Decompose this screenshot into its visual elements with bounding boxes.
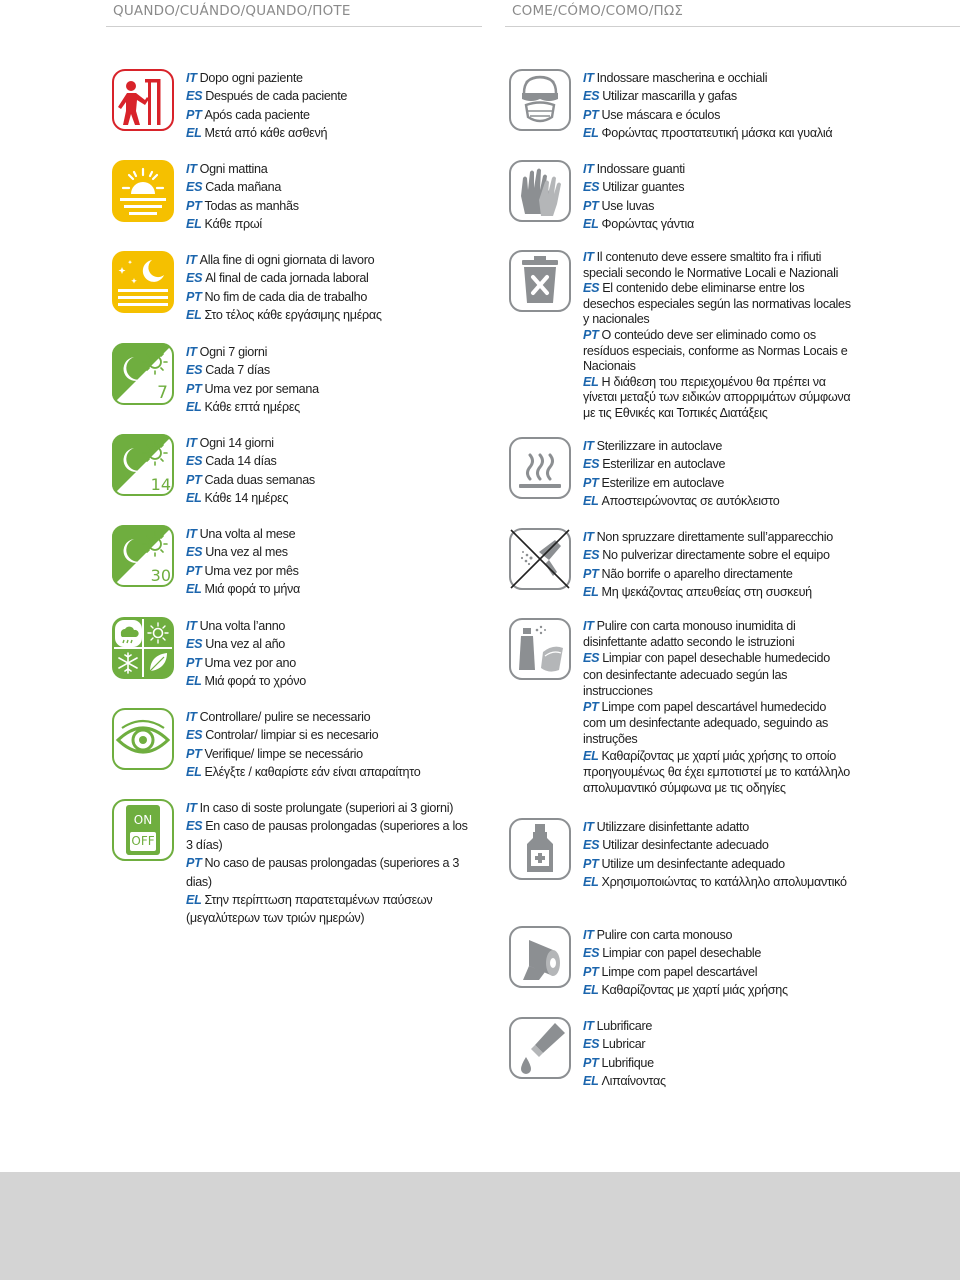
text-es: Limpiar con papel desechable humedecido con desinfectante adecuado según las instrucciones: [583, 651, 830, 698]
waste-bin-icon: [509, 250, 571, 312]
text-it: Non spruzzare direttamente sull’apparecchio: [596, 530, 833, 544]
lang-code-it: IT: [186, 253, 197, 267]
lang-code-it: IT: [583, 71, 594, 85]
moon-sun-14-icon: [112, 434, 174, 496]
text-pt: Limpe com papel descartável humedecido com um desinfectante adequado, seguindo as instruções: [583, 700, 829, 747]
page-footer-band: [0, 1172, 960, 1280]
lang-code-es: ES: [186, 89, 203, 104]
lang-code-es: ES: [186, 363, 203, 378]
moon-sun-30-icon: [112, 525, 174, 587]
text-pt: Uma vez por semana: [204, 381, 319, 396]
how-item-lubricate: [509, 1017, 666, 1091]
text-it: Controllare/ pulire se necessario: [199, 710, 371, 724]
how-item-disposable-paper: [509, 926, 788, 1000]
text-el: Κάθε επτά ημέρες: [204, 400, 300, 415]
lang-code-el: EL: [186, 765, 202, 780]
lang-code-el: EL: [186, 308, 202, 323]
text-es: Cada 7 días: [205, 363, 270, 378]
badge-number: 7: [157, 383, 168, 403]
lang-code-es: ES: [186, 180, 203, 195]
text-pt: Verifique/ limpe se necessário: [204, 746, 363, 761]
lang-code-it: IT: [583, 1019, 594, 1033]
header-divider-right: [505, 26, 960, 27]
lang-code-pt: PT: [186, 856, 202, 871]
autoclave-steam-icon: [509, 437, 571, 499]
text-es: Utilizar guantes: [602, 180, 685, 195]
when-item-check-clean: [112, 708, 420, 782]
lang-code-pt: PT: [583, 107, 599, 122]
patient-icon: [112, 69, 174, 131]
lang-code-es: ES: [583, 180, 600, 195]
moon-night-icon: [112, 251, 174, 313]
lang-code-el: EL: [186, 491, 202, 506]
gloves-icon: [509, 160, 571, 222]
lang-code-es: ES: [186, 728, 203, 743]
text-pt: No fim de cada dia de trabalho: [204, 289, 368, 304]
lang-code-it: IT: [186, 527, 197, 541]
disinfectant-bottle-icon: [509, 818, 571, 880]
lang-code-el: EL: [186, 400, 202, 415]
lang-code-it: IT: [186, 801, 197, 815]
how-item-no-spray: [509, 528, 833, 602]
text-pt: Use máscara e óculos: [601, 107, 721, 122]
lang-code-pt: PT: [186, 107, 202, 122]
lang-code-it: IT: [583, 820, 594, 834]
lang-code-el: EL: [583, 875, 599, 890]
text-it: Dopo ogni paziente: [199, 71, 303, 85]
text-el: Λιπαίνοντας: [601, 1074, 666, 1089]
lang-code-es: ES: [186, 819, 203, 834]
how-item-use-disinfectant: [509, 818, 847, 892]
badge-number: 30: [150, 566, 171, 585]
when-item-end-of-workday: [112, 251, 382, 325]
lang-code-el: EL: [583, 374, 599, 389]
lang-code-el: EL: [583, 585, 599, 600]
lang-code-it: IT: [186, 710, 197, 724]
lang-code-it: IT: [583, 530, 594, 544]
text-el: Αποστειρώνοντας σε αυτόκλειστο: [601, 494, 780, 509]
text-it: Indossare mascherina e occhiali: [596, 71, 768, 85]
when-item-every-morning: [112, 160, 299, 234]
lang-code-es: ES: [583, 548, 600, 563]
lang-code-pt: PT: [186, 381, 202, 396]
text-it: Lubrificare: [596, 1019, 653, 1033]
lang-code-it: IT: [186, 345, 197, 359]
text-it: Una volta al mese: [199, 527, 296, 541]
text-es: Controlar/ limpiar si es necesario: [205, 728, 379, 743]
text-it: Ogni mattina: [199, 162, 268, 176]
lang-code-el: EL: [186, 893, 202, 908]
text-el: Καθαρίζοντας με χαρτί μιάς χρήσης το οποίο προηγουμένως θα έχει εμποτιστεί με το κατάλληλο απολυμαντικό σύμφωνα με τις οδηγίες: [583, 748, 850, 796]
text-it: In caso di soste prolungate (superiori ai 3 giorni): [199, 801, 454, 815]
moon-sun-7-icon: [112, 343, 174, 405]
lang-code-es: ES: [186, 545, 203, 560]
text-it: Indossare guanti: [596, 162, 685, 176]
badge-number: 14: [150, 475, 171, 494]
text-it: Sterilizzare in autoclave: [596, 439, 723, 453]
lang-code-it: IT: [186, 162, 197, 176]
text-pt: Esterilize em autoclave: [601, 475, 725, 490]
text-el: Κάθε 14 ημέρες: [204, 491, 289, 506]
on-off-icon: [112, 799, 174, 861]
text-el: Ελέγξτε / καθαρίστε εάν είναι απαραίτητο: [204, 765, 421, 780]
off-label: OFF: [131, 834, 155, 848]
lang-code-pt: PT: [583, 198, 599, 213]
text-es: El contenido debe eliminarse entre los desechos especiales según las normativas locales y nacionales: [583, 281, 851, 327]
text-pt: Uma vez por ano: [204, 655, 296, 670]
lang-code-es: ES: [583, 651, 600, 666]
text-el: Μιά φορά το χρόνο: [204, 674, 306, 689]
text-it: Ogni 7 giorni: [199, 345, 268, 359]
text-it: Ogni 14 giorni: [199, 436, 274, 450]
header-divider-left: [106, 26, 482, 27]
eye-icon: [112, 708, 174, 770]
lang-code-it: IT: [583, 162, 594, 176]
text-pt: Utilize um desinfectante adequado: [601, 856, 785, 871]
text-el: Φορώντας γάντια: [601, 217, 694, 232]
text-el: Η διάθεση του περιεχομένου θα πρέπει να γίνεται μεταξύ των ειδικών απορριμάτων σύμφωνα με τις Εθνικές και Τοπικές Διατάξεις: [583, 374, 851, 420]
text-it: Una volta l’anno: [199, 619, 286, 633]
lang-code-el: EL: [186, 674, 202, 689]
text-it: Utilizzare disinfettante adatto: [596, 820, 750, 834]
text-it: Pulire con carta monouso: [596, 928, 733, 942]
how-column-header: COME/CÓMO/COMO/ΠΩΣ: [512, 3, 684, 19]
lang-code-es: ES: [583, 1037, 600, 1052]
text-el: Μετά από κάθε ασθενή: [204, 126, 328, 141]
text-es: Después de cada paciente: [205, 89, 348, 104]
lubricant-drop-icon: [509, 1017, 571, 1079]
lang-code-pt: PT: [583, 1055, 599, 1070]
text-pt: No caso de pausas prolongadas (superiores a 3 dias): [186, 856, 460, 889]
text-el: Μιά φορά το μήνα: [204, 582, 301, 597]
lang-code-pt: PT: [186, 198, 202, 213]
lang-code-es: ES: [186, 271, 203, 286]
text-pt: Cada duas semanas: [204, 472, 315, 487]
on-label: ON: [133, 813, 153, 827]
text-es: Cada 14 días: [205, 454, 277, 469]
text-pt: Todas as manhãs: [204, 198, 299, 213]
text-es: Esterilizar en autoclave: [602, 457, 726, 472]
when-item-once-a-year: [112, 617, 306, 691]
lang-code-es: ES: [186, 637, 203, 652]
how-item-autoclave: [509, 437, 779, 511]
lang-code-el: EL: [583, 494, 599, 509]
when-item-once-a-month: [112, 525, 300, 599]
text-el: Καθαρίζοντας με χαρτί μιάς χρήσης: [601, 983, 788, 998]
text-el: Στην περίπτωση παρατεταμένων παύσεων (μεγαλύτερων των τριών ημερών): [186, 893, 433, 926]
text-es: Cada mañana: [205, 180, 282, 195]
when-item-after-patient: [112, 69, 347, 143]
lang-code-it: IT: [583, 250, 594, 264]
lang-code-el: EL: [186, 217, 202, 232]
text-pt: Após cada paciente: [204, 107, 310, 122]
lang-code-el: EL: [583, 126, 599, 141]
when-column-header: QUANDO/CUÁNDO/QUANDO/ΠΟΤΕ: [113, 3, 351, 19]
text-el: Στο τέλος κάθε εργάσιμης ημέρας: [204, 308, 382, 323]
lang-code-pt: PT: [186, 563, 202, 578]
four-seasons-icon: [112, 617, 174, 679]
no-spray-icon: [509, 528, 571, 590]
lang-code-it: IT: [186, 436, 197, 450]
lang-code-es: ES: [583, 838, 600, 853]
how-item-mask-goggles: [509, 69, 832, 143]
text-es: Una vez al año: [205, 637, 286, 652]
text-es: Limpiar con papel desechable: [602, 946, 762, 961]
text-es: Al final de cada jornada laboral: [205, 271, 369, 286]
paper-roll-icon: [509, 926, 571, 988]
text-pt: Limpe com papel descartável: [601, 964, 758, 979]
spray-wipe-icon: [509, 618, 571, 680]
when-item-prolonged-pause: [112, 799, 471, 928]
text-pt: Uma vez por mês: [204, 563, 299, 578]
lang-code-pt: PT: [583, 856, 599, 871]
lang-code-el: EL: [583, 1074, 599, 1089]
lang-code-pt: PT: [583, 964, 599, 979]
lang-code-pt: PT: [186, 472, 202, 487]
lang-code-es: ES: [583, 457, 600, 472]
lang-code-es: ES: [583, 281, 600, 296]
lang-code-pt: PT: [186, 655, 202, 670]
text-el: Χρησιμοποιώντας το κατάλληλο απολυμαντικό: [601, 875, 847, 890]
lang-code-es: ES: [583, 89, 600, 104]
lang-code-it: IT: [583, 439, 594, 453]
text-it: Alla fine di ogni giornata di lavoro: [199, 253, 375, 267]
lang-code-it: IT: [583, 928, 594, 942]
text-pt: Lubrifique: [601, 1055, 654, 1070]
text-el: Φορώντας προστατευτική μάσκα και γυαλιά: [601, 126, 833, 141]
lang-code-es: ES: [186, 454, 203, 469]
lang-code-pt: PT: [583, 566, 599, 581]
lang-code-el: EL: [583, 983, 599, 998]
when-item-every-7-days: [112, 343, 319, 417]
text-it: Pulire con carta monouso inumidita di disinfettante adatto secondo le istruzioni: [583, 619, 796, 650]
lang-code-it: IT: [186, 619, 197, 633]
lang-code-el: EL: [583, 748, 599, 763]
text-pt: O conteúdo deve ser eliminado como os resíduos especiais, conforme as Normas Locais e Nacionais: [583, 327, 848, 374]
text-el: Κάθε πρωί: [204, 217, 262, 232]
text-es: Utilizar desinfectante adecuado: [602, 838, 769, 853]
text-es: Lubricar: [602, 1037, 646, 1052]
text-es: En caso de pausas prolongadas (superiores a los 3 días): [186, 819, 468, 852]
lang-code-el: EL: [186, 582, 202, 597]
when-item-every-14-days: [112, 434, 315, 508]
lang-code-el: EL: [583, 217, 599, 232]
sunrise-icon: [112, 160, 174, 222]
lang-code-el: EL: [186, 126, 202, 141]
text-es: Una vez al mes: [205, 545, 288, 560]
text-pt: Não borrife o aparelho directamente: [601, 566, 793, 581]
lang-code-pt: PT: [583, 700, 599, 715]
text-es: Utilizar mascarilla y gafas: [602, 89, 737, 104]
lang-code-es: ES: [583, 946, 600, 961]
how-item-gloves: [509, 160, 694, 234]
lang-code-pt: PT: [186, 746, 202, 761]
text-it: Il contenuto deve essere smaltito fra i rifiuti speciali secondo le Normative Locali e Nazionali: [583, 250, 839, 280]
lang-code-pt: PT: [583, 327, 599, 342]
text-pt: Use luvas: [601, 198, 655, 213]
text-el: Μη ψεκάζοντας απευθείας στη συσκευή: [601, 585, 812, 600]
mask-goggles-icon: [509, 69, 571, 131]
how-item-wipe-disinfectant: [509, 618, 851, 796]
lang-code-it: IT: [583, 619, 594, 633]
lang-code-pt: PT: [583, 475, 599, 490]
text-es: No pulverizar directamente sobre el equipo: [602, 548, 830, 563]
lang-code-it: IT: [186, 71, 197, 85]
how-item-special-waste: [509, 250, 853, 422]
lang-code-pt: PT: [186, 289, 202, 304]
